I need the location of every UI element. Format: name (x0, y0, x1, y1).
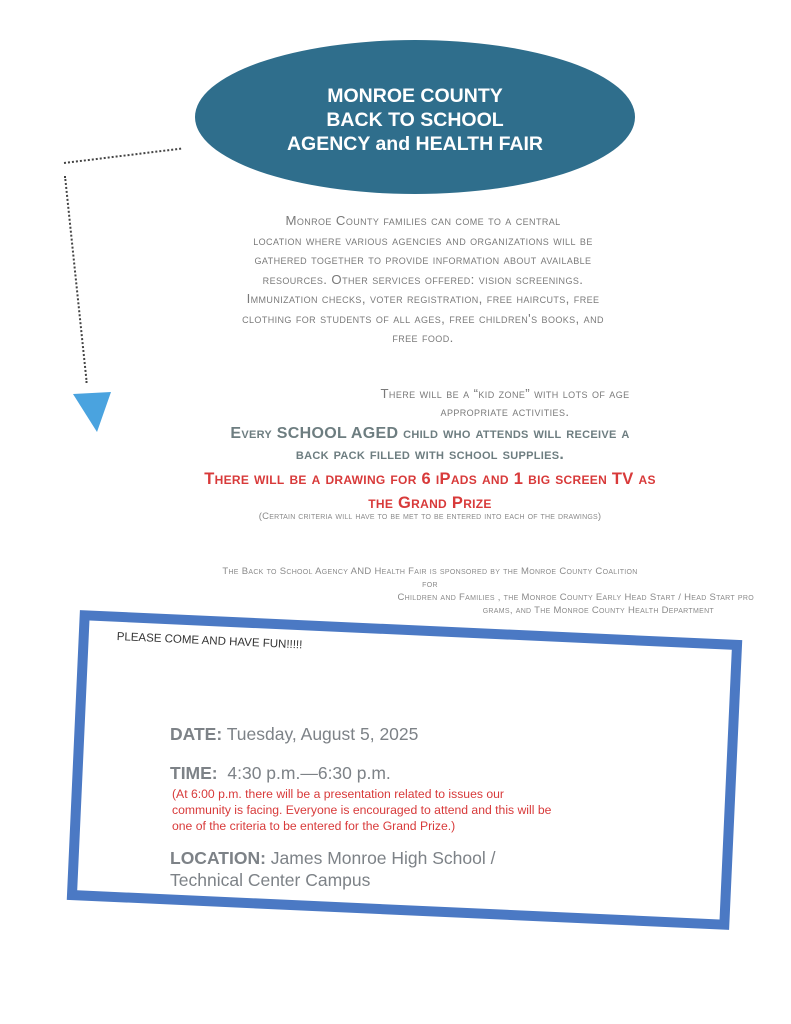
time-value: 4:30 p.m.—6:30 p.m. (227, 763, 391, 783)
date-value: Tuesday, August 5, 2025 (226, 724, 419, 744)
page-title (195, 84, 635, 156)
time-note-line: community is facing. Everyone is encouraged to attend and this will be (172, 803, 552, 817)
date-label: DATE: (170, 724, 223, 744)
dotted-line-horizontal (64, 148, 181, 164)
title-line: AGENCY and HEALTH FAIR (286, 133, 544, 155)
sponsor-line: Children and Families , the Monroe County Early Head Start / Head Start pro (397, 592, 754, 603)
kid-zone-line: appropriate activities. (440, 404, 570, 419)
event-location (170, 847, 496, 891)
sponsor-line: for (422, 579, 438, 590)
time-note-line: (At 6:00 p.m. there will be a presentation related to issues our (172, 787, 504, 801)
event-time (170, 763, 391, 784)
kid-zone-text (270, 385, 740, 421)
intro-line: location where various agencies and organizations will be (253, 232, 593, 248)
intro-line: Monroe County families can come to a central (285, 213, 561, 228)
time-label: TIME: (170, 763, 218, 783)
event-date (170, 724, 418, 745)
intro-line: gathered together to provide information about available (254, 252, 592, 267)
time-note-line: one of the criteria to be entered for the Grand Prize.) (172, 819, 456, 833)
dotted-line-vertical (64, 176, 88, 383)
box-header: PLEASE COME AND HAVE FUN!!!!! (116, 631, 303, 652)
location-label: LOCATION: (170, 848, 266, 868)
intro-line: Immunization checks, voter registration, free haircuts, free (246, 291, 600, 306)
intro-line: free food. (392, 330, 454, 345)
sponsor-line: grams, and The Monroe County Health Department (482, 605, 714, 616)
sponsor-line: The Back to School Agency AND Health Fair is sponsored by the Monroe County Coalition (222, 566, 638, 577)
location-line: Technical Center Campus (170, 870, 371, 890)
backpack-text (100, 423, 760, 465)
location-line: James Monroe High School / (270, 848, 496, 868)
intro-paragraph (108, 211, 738, 348)
drawing-line: the Grand Prize (368, 494, 492, 512)
title-line: BACK TO SCHOOL (326, 109, 504, 131)
kid-zone-line: There will be a “kid zone” with lots of age (380, 386, 630, 401)
prize-drawing-text (60, 467, 791, 515)
intro-line: resources. Other services offered: vision screenings. (262, 271, 584, 287)
time-note (172, 786, 551, 834)
sponsor-text (100, 565, 760, 617)
criteria-note: (Certain criteria will have to be met to be entered into each of the drawings) (258, 511, 602, 522)
title-line: MONROE COUNTY (327, 85, 503, 107)
drawing-line: There will be a drawing for 6 iPads and 1 big screen TV as (204, 470, 656, 488)
backpack-line: back pack filled with school supplies. (295, 446, 565, 463)
intro-line: clothing for students of all ages, free children's books, and (242, 310, 604, 326)
backpack-line: Every SCHOOL AGED child who attends will receive a (230, 425, 630, 442)
